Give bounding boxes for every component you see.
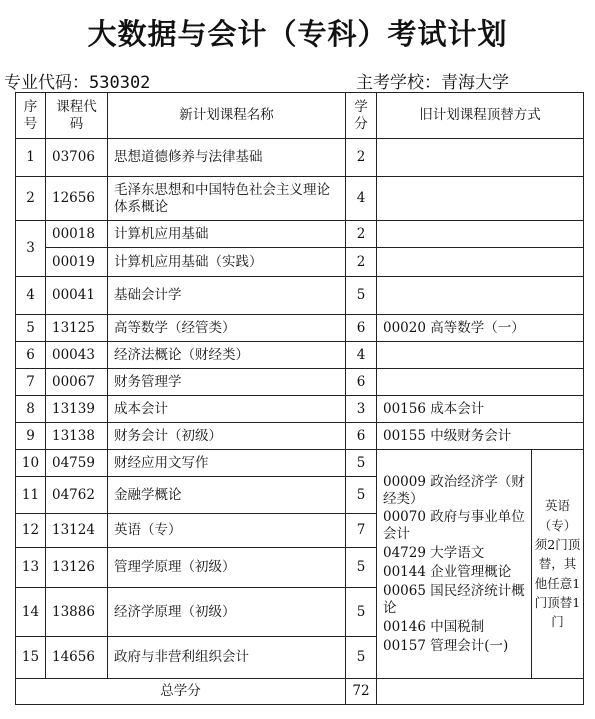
- cell-old: [377, 248, 584, 277]
- table-row: [16, 450, 584, 477]
- cell-name: 经济学原理（初级）: [108, 588, 346, 637]
- header-old: 旧计划课程顶替方式: [377, 93, 584, 139]
- cell-code: 13138: [46, 423, 108, 450]
- cell-old: [377, 277, 584, 315]
- cell-name: 金融学概论: [108, 477, 346, 514]
- cell-code: 14656: [46, 637, 108, 679]
- cell-old: [377, 342, 584, 369]
- substitute-course: 00065 国民经济统计概论: [383, 582, 525, 616]
- cell-name: 计算机应用基础（实践）: [108, 248, 346, 277]
- cell-seq: 5: [16, 315, 46, 342]
- cell-code: 00067: [46, 369, 108, 396]
- total-credit: 72: [346, 679, 377, 705]
- cell-name: 经济法概论（财经类）: [108, 342, 346, 369]
- cell-credit: 2: [346, 248, 377, 277]
- cell-old: 00020 高等数学（一）: [377, 315, 584, 342]
- table-row: [16, 139, 584, 177]
- cell-credit: 5: [346, 477, 377, 514]
- cell-code: 04759: [46, 450, 108, 477]
- cell-credit: 4: [346, 342, 377, 369]
- table-row: [16, 177, 584, 221]
- cell-name: 政府与非营利组织会计: [108, 637, 346, 679]
- cell-code: 13126: [46, 548, 108, 588]
- cell-credit: 2: [346, 221, 377, 248]
- cell-seq: 13: [16, 548, 46, 588]
- substitute-course: 00070 政府与事业单位会计: [383, 509, 525, 543]
- table-row: [16, 369, 584, 396]
- cell-name: 思想道德修养与法律基础: [108, 139, 346, 177]
- cell-seq: 1: [16, 139, 46, 177]
- cell-code: 00018: [46, 221, 108, 248]
- cell-name: 基础会计学: [108, 277, 346, 315]
- cell-credit: 5: [346, 588, 377, 637]
- cell-name: 财经应用文写作: [108, 450, 346, 477]
- table-row: [16, 221, 584, 248]
- page-title: 大数据与会计（专科）考试计划: [87, 17, 508, 51]
- total-row: [16, 679, 584, 705]
- major-code: 专业代码：530302: [4, 73, 151, 93]
- exam-plan-table: [15, 92, 584, 705]
- cell-credit: 6: [346, 369, 377, 396]
- total-old: [377, 679, 584, 705]
- cell-credit: 5: [346, 450, 377, 477]
- cell-code: 00041: [46, 277, 108, 315]
- exam-school: 主考学校：青海大学: [356, 73, 509, 93]
- table-row: [16, 277, 584, 315]
- table-row: [16, 315, 584, 342]
- table-row: [16, 342, 584, 369]
- cell-seq: 6: [16, 342, 46, 369]
- cell-credit: 5: [346, 637, 377, 679]
- substitute-note: 英语（专）须2门顶替，其他任意1门顶替1门: [532, 450, 584, 679]
- cell-old: 00155 中级财务会计: [377, 423, 584, 450]
- cell-code: 03706: [46, 139, 108, 177]
- cell-name: 财务会计（初级）: [108, 423, 346, 450]
- cell-code: 13886: [46, 588, 108, 637]
- cell-code: 04762: [46, 477, 108, 514]
- table-row: [16, 396, 584, 423]
- cell-code: 00019: [46, 248, 108, 277]
- cell-seq: 9: [16, 423, 46, 450]
- cell-credit: 7: [346, 514, 377, 548]
- cell-seq: 14: [16, 588, 46, 637]
- header-seq: 序号: [16, 93, 46, 139]
- cell-name: 英语（专）: [108, 514, 346, 548]
- cell-code: 00043: [46, 342, 108, 369]
- cell-old: [377, 221, 584, 248]
- cell-credit: 3: [346, 396, 377, 423]
- cell-seq: 11: [16, 477, 46, 514]
- cell-seq: 8: [16, 396, 46, 423]
- cell-credit: 5: [346, 277, 377, 315]
- cell-code: 12656: [46, 177, 108, 221]
- substitute-course: 04729 大学语文: [383, 545, 485, 562]
- substitute-course: 00146 中国税制: [383, 618, 485, 635]
- cell-seq: 3: [16, 221, 46, 277]
- header-credit: 学分: [346, 93, 377, 139]
- table-row: [16, 423, 584, 450]
- cell-seq: 2: [16, 177, 46, 221]
- cell-credit: 6: [346, 315, 377, 342]
- total-label: 总学分: [16, 679, 346, 705]
- cell-name: 毛泽东思想和中国特色社会主义理论体系概论: [108, 177, 346, 221]
- cell-old: [377, 177, 584, 221]
- cell-name: 计算机应用基础: [108, 221, 346, 248]
- cell-code: 13124: [46, 514, 108, 548]
- cell-seq: 4: [16, 277, 46, 315]
- table-header-row: [16, 93, 584, 139]
- header-code: 课程代码: [46, 93, 108, 139]
- cell-old: [377, 369, 584, 396]
- cell-name: 高等数学（经管类）: [108, 315, 346, 342]
- substitute-course: 00009 政治经济学（财经类）: [383, 473, 525, 507]
- substitute-course: 00144 企业管理概论: [383, 564, 512, 580]
- cell-name: 财务管理学: [108, 369, 346, 396]
- cell-old: [377, 139, 584, 177]
- substitute-course-list: [377, 450, 532, 679]
- cell-old: 00156 成本会计: [377, 396, 584, 423]
- cell-seq: 10: [16, 450, 46, 477]
- cell-credit: 2: [346, 139, 377, 177]
- cell-seq: 15: [16, 637, 46, 679]
- table-row: [16, 248, 584, 277]
- cell-seq: 12: [16, 514, 46, 548]
- cell-name: 管理学原理（初级）: [108, 548, 346, 588]
- cell-seq: 7: [16, 369, 46, 396]
- header-name: 新计划课程名称: [108, 93, 346, 139]
- substitute-course: 00157 管理会计(一): [383, 637, 509, 654]
- cell-name: 成本会计: [108, 396, 346, 423]
- cell-code: 13139: [46, 396, 108, 423]
- cell-credit: 6: [346, 423, 377, 450]
- cell-code: 13125: [46, 315, 108, 342]
- cell-credit: 4: [346, 177, 377, 221]
- cell-credit: 5: [346, 548, 377, 588]
